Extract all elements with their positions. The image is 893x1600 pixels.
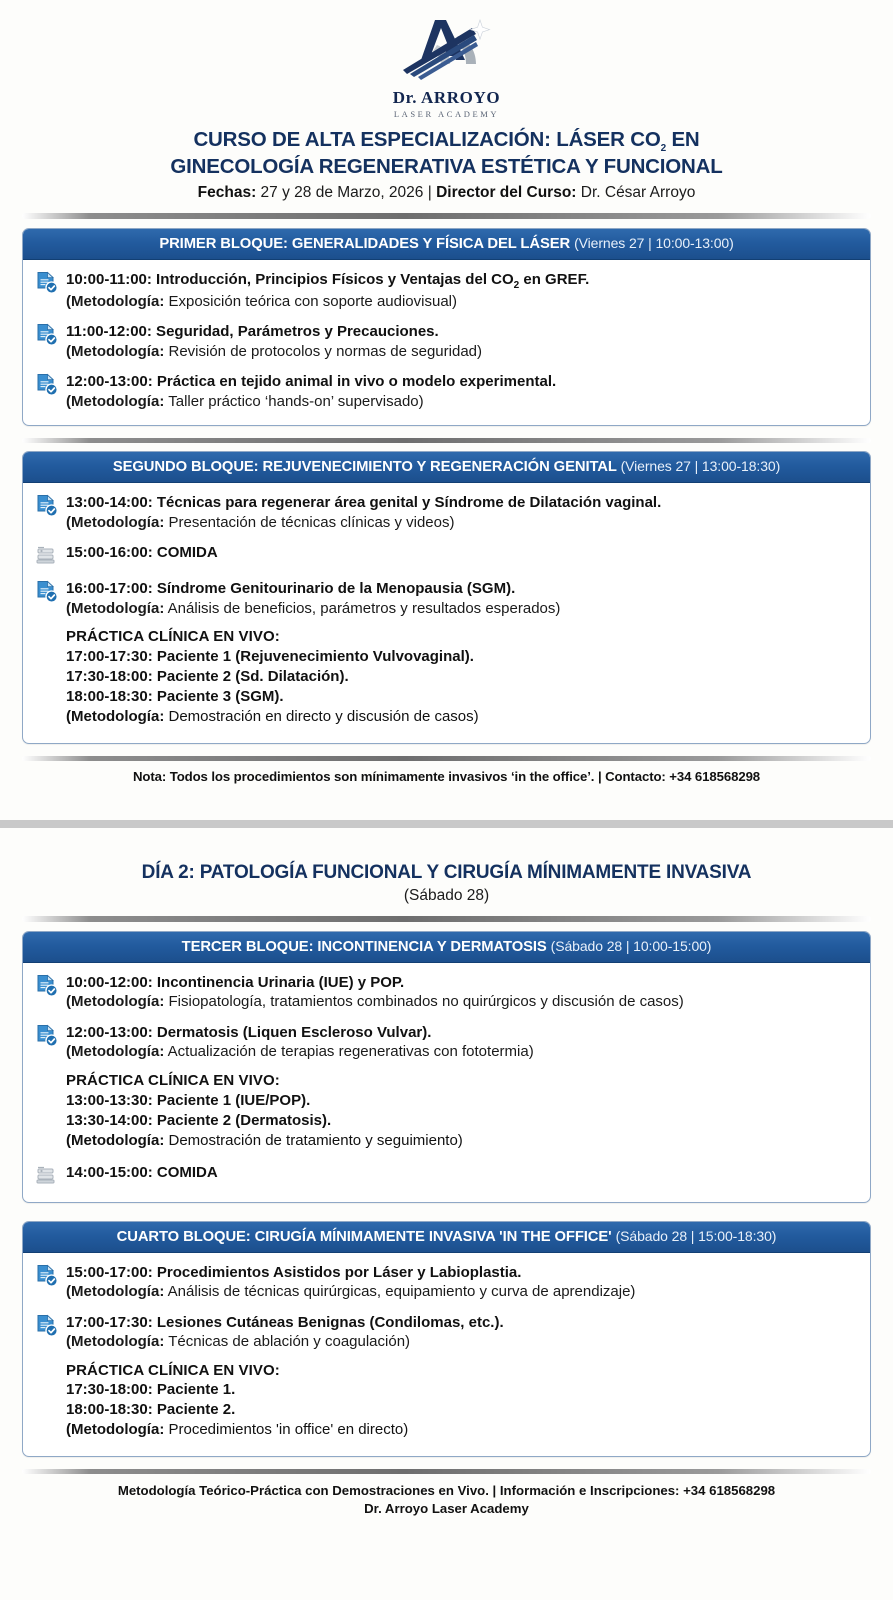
divider <box>22 756 871 761</box>
methodology-text: Taller práctico ‘hands-on’ supervisado) <box>164 392 424 410</box>
methodology-label: (Metodología: <box>66 599 165 617</box>
block-schedule: (Viernes 27 | 10:00-13:00) <box>574 234 734 251</box>
list-item <box>35 1313 856 1352</box>
methodology-label: (Metodología: <box>66 1333 165 1351</box>
dates-value: 27 y 28 de Marzo, 2026 | <box>256 183 437 201</box>
dates-label: Fechas: <box>197 183 257 201</box>
list-item <box>35 1023 856 1062</box>
block-body-cuarto <box>23 1253 870 1457</box>
list-item-text <box>66 543 856 563</box>
practice-line: 17:00-17:30: Paciente 1 (Rejuvenecimiento Vulvovaginal). <box>66 648 474 666</box>
document-check-icon <box>35 494 59 518</box>
block-card-primer <box>22 228 871 427</box>
meal-tray-icon <box>35 544 59 568</box>
block-card-tercer <box>22 931 871 1203</box>
course-dates <box>22 184 871 202</box>
methodology-text: Presentación de técnicas clínicas y videos) <box>164 513 455 531</box>
block-title: TERCER BLOQUE: INCONTINENCIA Y DERMATOSIS <box>181 938 547 955</box>
list-item-text <box>66 322 856 361</box>
title-line-1-end: EN <box>665 128 700 151</box>
methodology-label: (Metodología: <box>66 1421 165 1439</box>
day2-subtitle: (Sábado 28) <box>403 886 490 904</box>
document-check-icon <box>35 271 59 295</box>
divider <box>22 213 871 219</box>
document-check-icon <box>35 323 59 347</box>
practice-section <box>66 627 856 727</box>
practice-heading: PRÁCTICA CLÍNICA EN VIVO: <box>66 628 280 646</box>
list-item <box>35 322 856 361</box>
methodology-text: Procedimientos 'in office' en directo) <box>164 1421 409 1439</box>
list-item-text <box>66 1023 856 1062</box>
arroyo-logo-icon <box>388 14 506 92</box>
item-title: 15:00-17:00: Procedimientos Asistidos por Láser y Labioplastia. <box>66 1263 522 1281</box>
methodology-label: (Metodología: <box>66 708 165 726</box>
block-body-tercer <box>23 963 870 1202</box>
methodology-text: Exposición teórica con soporte audiovisual) <box>164 292 457 310</box>
divider <box>22 438 871 443</box>
meal-tray-icon <box>35 1164 59 1188</box>
methodology-label: (Metodología: <box>66 1043 165 1061</box>
document-check-icon <box>35 1264 59 1288</box>
methodology-label: (Metodología: <box>66 292 165 310</box>
item-title-end: en GREF. <box>519 270 590 288</box>
title-line-2: GINECOLOGÍA REGENERATIVA ESTÉTICA Y FUNCIONAL <box>170 154 723 178</box>
practice-line: 18:00-18:30: Paciente 3 (SGM). <box>66 688 284 706</box>
practice-line: 17:30-18:00: Paciente 1. <box>66 1381 236 1399</box>
block-title: PRIMER BLOQUE: GENERALIDADES Y FÍSICA DEL LÁSER <box>159 235 571 252</box>
title-subscript: 2 <box>660 143 666 155</box>
practice-line: 17:30-18:00: Paciente 2 (Sd. Dilatación). <box>66 668 349 686</box>
practice-section <box>66 1361 856 1441</box>
item-title: 17:00-17:30: Lesiones Cutáneas Benignas (Condilomas, etc.). <box>66 1313 504 1331</box>
block-header-tercer <box>23 932 870 963</box>
block-schedule: (Viernes 27 | 13:00-18:30) <box>620 458 781 475</box>
director-value: Dr. César Arroyo <box>576 183 696 201</box>
methodology-label: (Metodología: <box>66 392 165 410</box>
practice-section <box>66 1071 856 1151</box>
divider <box>22 1469 871 1474</box>
methodology-text: Análisis de técnicas quirúrgicas, equipamiento y curva de aprendizaje) <box>164 1283 636 1301</box>
block-title: CUARTO BLOQUE: CIRUGÍA MÍNIMAMENTE INVASIVA 'IN THE OFFICE' <box>116 1228 612 1245</box>
list-item-text <box>66 579 856 618</box>
block-schedule: (Sábado 28 | 15:00-18:30) <box>615 1227 777 1244</box>
list-item <box>35 579 856 618</box>
divider <box>22 916 871 922</box>
list-item-text <box>66 1263 856 1302</box>
block-card-segundo <box>22 451 871 744</box>
list-item <box>35 973 856 1012</box>
list-item-text <box>66 372 856 411</box>
list-item-text <box>66 973 856 1012</box>
practice-line: 18:00-18:30: Paciente 2. <box>66 1401 236 1419</box>
footer-line-1: Metodología Teórico-Práctica con Demostraciones en Vivo. | Información e Inscripciones: +34 618568298 <box>117 1483 776 1499</box>
footer-line-2: Dr. Arroyo Laser Academy <box>364 1501 529 1517</box>
block-header-primer <box>23 229 870 260</box>
brand-tagline: LASER ACADEMY <box>393 109 500 119</box>
block-card-cuarto <box>22 1221 871 1458</box>
methodology-text: Demostración de tratamiento y seguimiento) <box>164 1131 463 1149</box>
list-item-text <box>66 493 856 532</box>
practice-line: 13:30-14:00: Paciente 2 (Dermatosis). <box>66 1111 332 1129</box>
methodology-text: Revisión de protocolos y normas de seguridad) <box>164 342 482 360</box>
document-check-icon <box>35 1024 59 1048</box>
list-item <box>35 493 856 532</box>
item-title: 10:00-12:00: Incontinencia Urinaria (IUE) y POP. <box>66 973 405 991</box>
methodology-label: (Metodología: <box>66 993 165 1011</box>
item-title: 11:00-12:00: Seguridad, Parámetros y Precauciones. <box>66 323 439 341</box>
list-item-text <box>66 270 856 312</box>
block-header-segundo <box>23 452 870 483</box>
block-header-cuarto <box>23 1222 870 1253</box>
methodology-text: Fisiopatología, tratamientos combinados no quirúrgicos y discusión de casos) <box>164 993 684 1011</box>
page-note: Nota: Todos los procedimientos son mínimamente invasivos ‘in the office’. | Contacto: +34 618568298 <box>132 768 761 784</box>
item-title: 13:00-14:00: Técnicas para regenerar área genital y Síndrome de Dilatación vaginal. <box>66 494 662 512</box>
block-schedule: (Sábado 28 | 10:00-15:00) <box>550 937 712 954</box>
list-item-text <box>66 1313 856 1352</box>
list-item <box>35 1163 856 1188</box>
document-check-icon <box>35 974 59 998</box>
director-label: Director del Curso: <box>436 183 577 201</box>
block-title: SEGUNDO BLOQUE: REJUVENECIMIENTO Y REGENERACIÓN GENITAL <box>112 459 617 476</box>
document-check-icon <box>35 580 59 604</box>
methodology-text: Actualización de terapias regenerativas con fototermia) <box>164 1043 534 1061</box>
item-title: 12:00-13:00: Práctica en tejido animal in vivo o modelo experimental. <box>66 373 557 391</box>
methodology-text: Demostración en directo y discusión de casos) <box>164 708 479 726</box>
list-item <box>35 543 856 568</box>
item-title: 10:00-11:00: Introducción, Principios Físicos y Ventajas del CO <box>66 270 514 288</box>
practice-line: 13:00-13:30: Paciente 1 (IUE/POP). <box>66 1091 311 1109</box>
list-item <box>35 372 856 411</box>
brand-name: Dr. ARROYO <box>392 88 501 107</box>
methodology-text: Análisis de beneficios, parámetros y resultados esperados) <box>164 599 561 617</box>
list-item-text <box>66 1163 856 1183</box>
block-body-segundo <box>23 483 870 743</box>
brand-logo <box>22 14 871 119</box>
methodology-label: (Metodología: <box>66 1131 165 1149</box>
list-item <box>35 1263 856 1302</box>
methodology-text: Técnicas de ablación y coagulación) <box>164 1333 411 1351</box>
document-check-icon <box>35 1314 59 1338</box>
methodology-label: (Metodología: <box>66 342 165 360</box>
practice-heading: PRÁCTICA CLÍNICA EN VIVO: <box>66 1361 280 1379</box>
page-footer <box>22 1482 871 1518</box>
item-title: 15:00-16:00: COMIDA <box>66 544 218 562</box>
item-title: 12:00-13:00: Dermatosis (Liquen Escleroso Vulvar). <box>66 1023 432 1041</box>
day2-title: DÍA 2: PATOLOGÍA FUNCIONAL Y CIRUGÍA MÍNIMAMENTE INVASIVA <box>141 862 752 883</box>
block-body-primer <box>23 260 870 426</box>
practice-heading: PRÁCTICA CLÍNICA EN VIVO: <box>66 1071 280 1089</box>
page-title <box>22 128 871 179</box>
list-item <box>35 270 856 312</box>
methodology-label: (Metodología: <box>66 1283 165 1301</box>
page-2 <box>0 828 893 1600</box>
document-check-icon <box>35 373 59 397</box>
item-subscript: 2 <box>513 279 520 291</box>
item-title: 16:00-17:00: Síndrome Genitourinario de la Menopausia (SGM). <box>66 580 516 598</box>
title-line-1: CURSO DE ALTA ESPECIALIZACIÓN: LÁSER CO <box>193 128 661 151</box>
item-title: 14:00-15:00: COMIDA <box>66 1163 218 1181</box>
methodology-label: (Metodología: <box>66 513 165 531</box>
